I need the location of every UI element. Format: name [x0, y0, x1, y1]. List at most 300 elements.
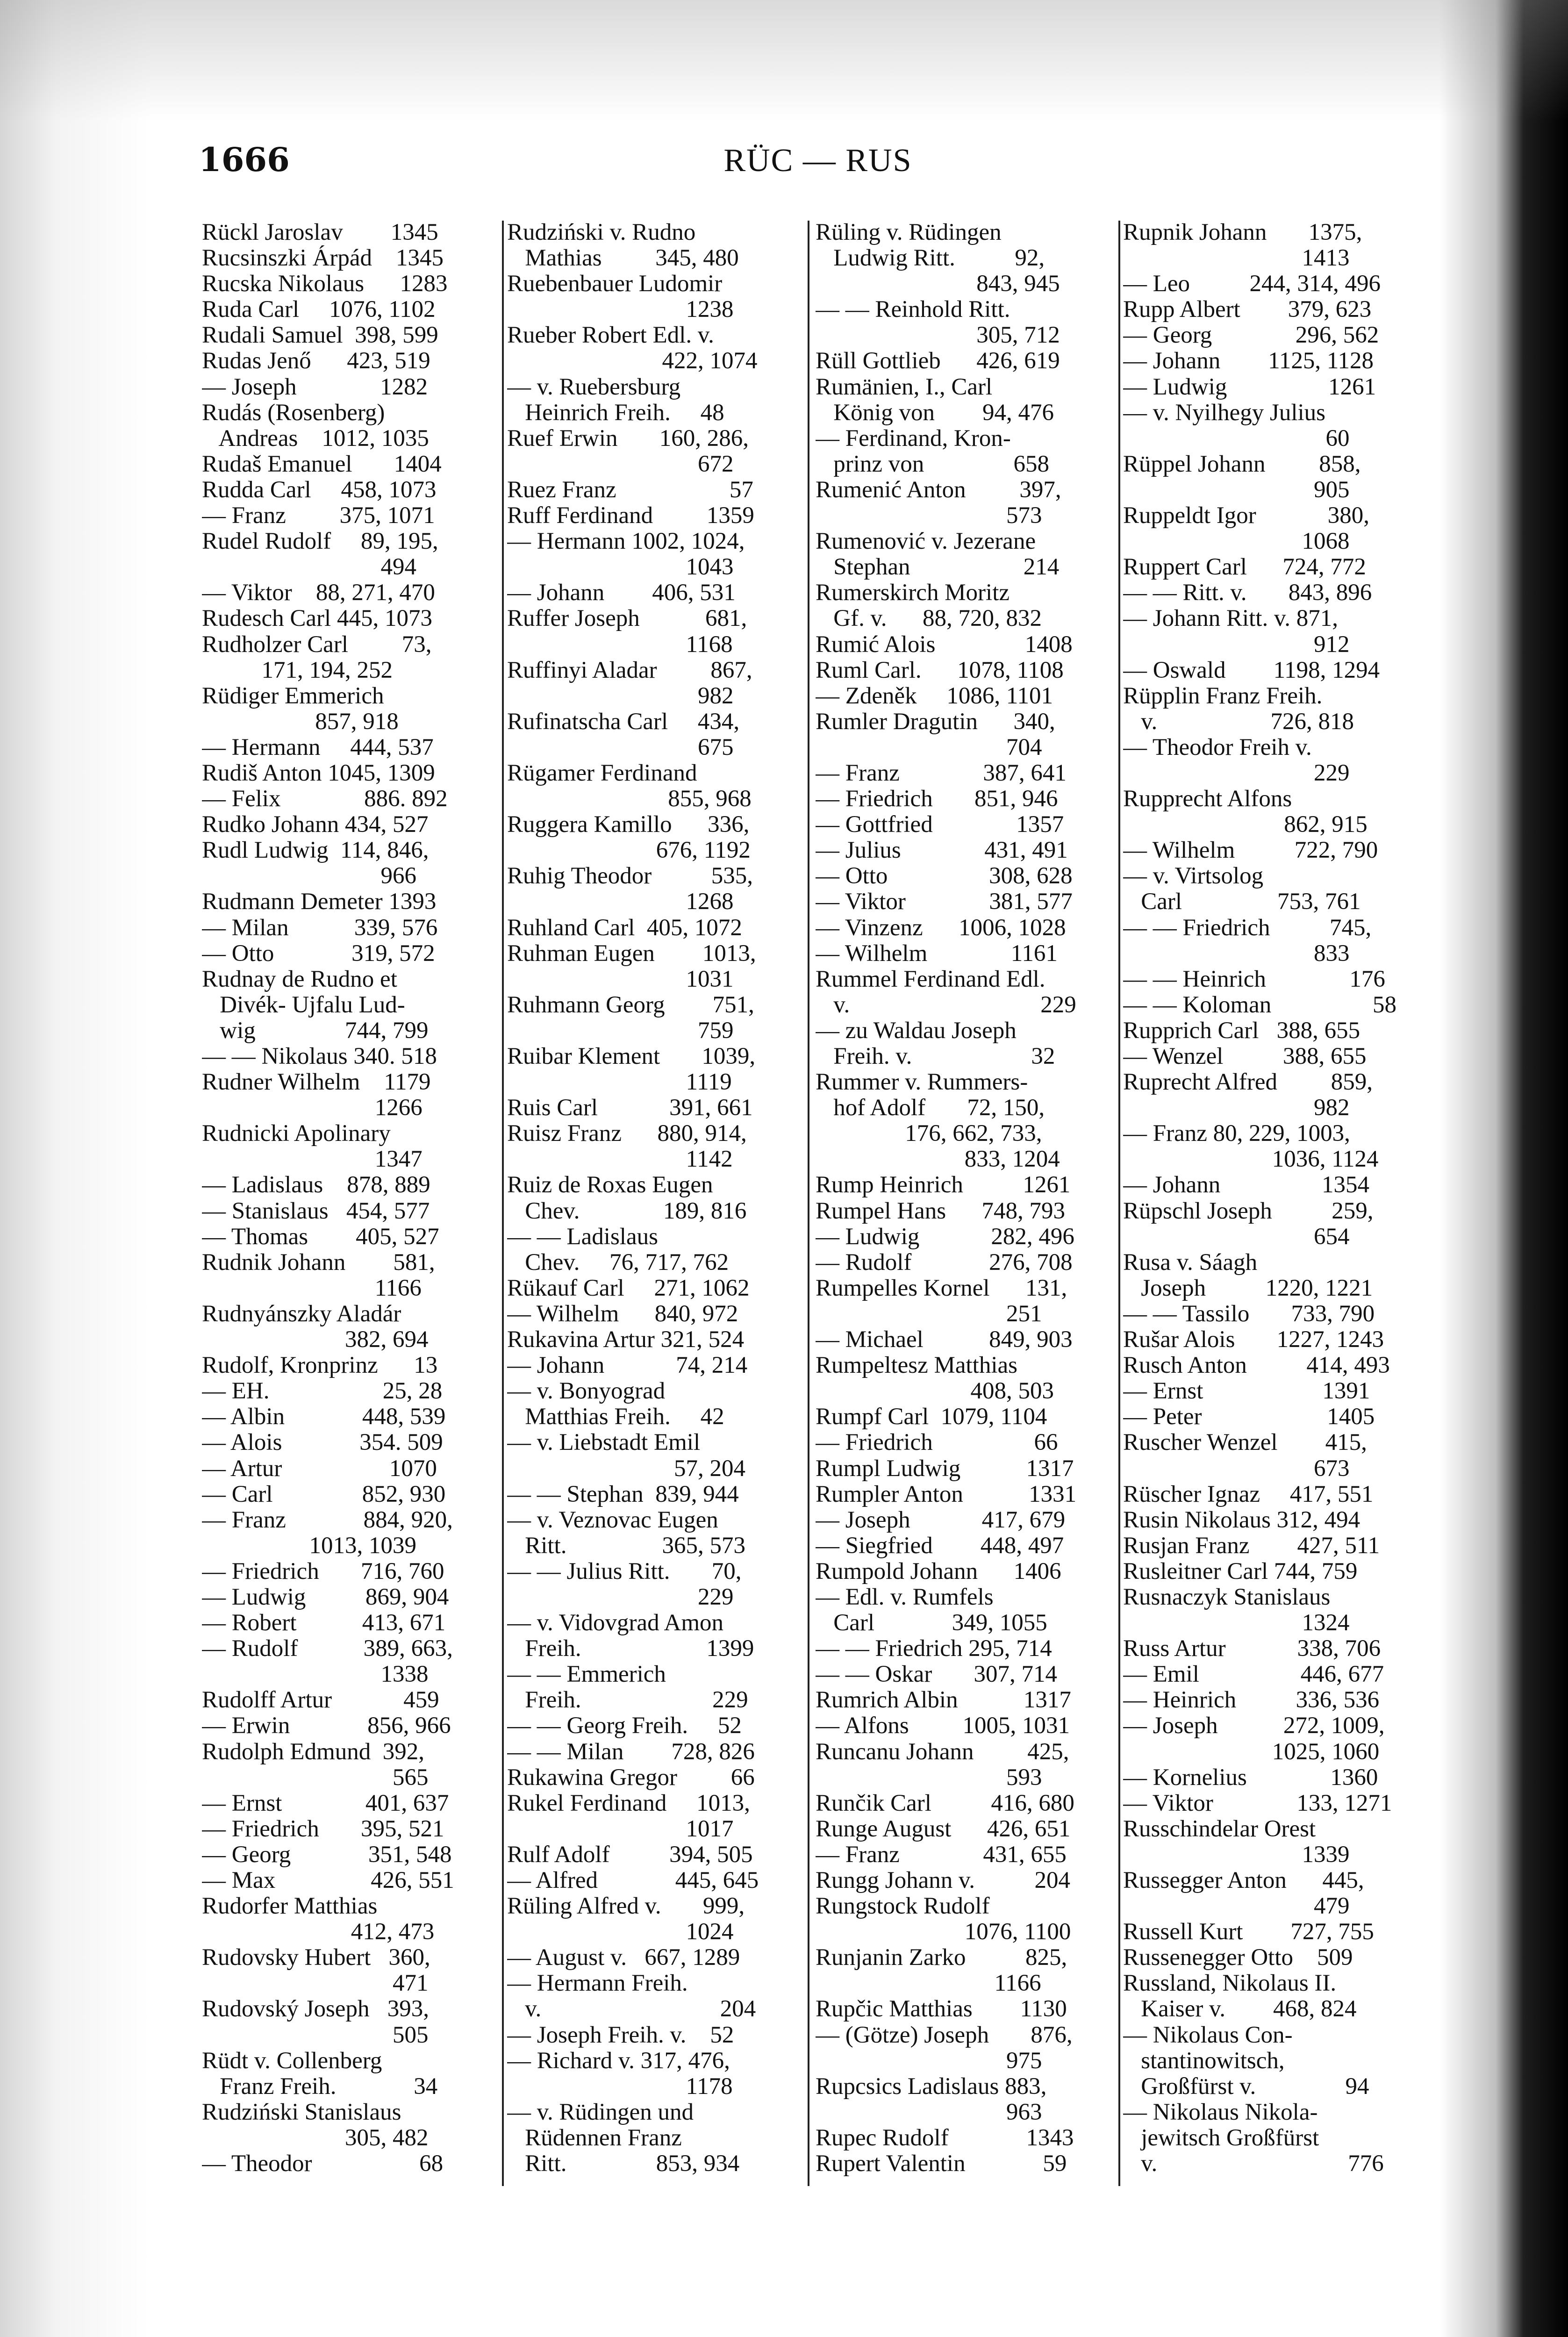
- index-entry-line: Rudás (Rosenberg): [202, 400, 385, 426]
- index-entry-line: — Friedrich 66: [816, 1430, 1058, 1456]
- index-entry-line: Freih. 229: [507, 1687, 748, 1713]
- index-entry-line: — Julius 431, 491: [816, 838, 1068, 864]
- index-entry-line: — — Friedrich 295, 714: [816, 1636, 1052, 1662]
- index-entry-line: — Alois 354. 509: [202, 1430, 443, 1456]
- index-entry-line: Rudnay de Rudno et: [202, 966, 397, 992]
- index-entry-line: 1266: [202, 1095, 422, 1121]
- index-entry-line: v. 726, 818: [1123, 709, 1354, 735]
- index-entry-line: 422, 1074: [507, 348, 758, 374]
- index-entry-line: — (Götze) Joseph 876,: [816, 2022, 1073, 2048]
- index-entry-line: — EH. 25, 28: [202, 1378, 443, 1405]
- index-entry-line: v. 776: [1123, 2151, 1384, 2177]
- index-entry-line: — Kornelius 1360: [1123, 1764, 1378, 1791]
- index-entry-line: Russchindelar Orest: [1123, 1816, 1316, 1842]
- index-entry-line: Ruprecht Alfred 859,: [1123, 1069, 1373, 1096]
- index-entry-line: v. 204: [507, 1996, 756, 2022]
- index-entry-line: Rumpler Anton 1331: [816, 1481, 1077, 1507]
- index-entry-line: Rudda Carl 458, 1073: [202, 477, 437, 503]
- running-header: RÜC — RUS: [723, 143, 912, 179]
- index-entry-line: Rumpeltesz Matthias: [816, 1353, 1018, 1379]
- index-entry-line: — v. Vidovgrad Amon: [507, 1610, 724, 1636]
- index-entry-line: Ruhman Eugen 1013,: [507, 940, 756, 967]
- index-entry-line: 1043: [507, 554, 734, 581]
- index-entry-line: Carl 349, 1055: [816, 1610, 1047, 1636]
- index-entry-line: Rüdt v. Collenberg: [202, 2048, 382, 2074]
- index-entry-line: 479: [1123, 1893, 1350, 1920]
- index-entry-line: Gf. v. 88, 720, 832: [816, 606, 1042, 632]
- index-entry-line: Russell Kurt 727, 755: [1123, 1919, 1374, 1945]
- index-entry-line: 573: [816, 503, 1042, 529]
- index-entry-line: 654: [1123, 1224, 1350, 1250]
- index-entry-line: — Friedrich 851, 946: [816, 786, 1058, 812]
- index-entry-line: — Wilhelm 1161: [816, 940, 1058, 967]
- index-entry-line: Runčik Carl 416, 680: [816, 1790, 1074, 1816]
- index-entry-line: Rükauf Carl 271, 1062: [507, 1275, 750, 1301]
- index-entry-line: Rukel Ferdinand 1013,: [507, 1790, 750, 1816]
- index-entry-line: Rüll Gottlieb 426, 619: [816, 348, 1060, 374]
- index-entry-line: — Siegfried 448, 497: [816, 1533, 1064, 1559]
- index-entry-line: 305, 482: [202, 2125, 429, 2151]
- index-entry-line: 982: [507, 683, 734, 709]
- index-entry-line: Rungg Johann v. 204: [816, 1868, 1070, 1893]
- index-entry-line: Rupec Rudolf 1343: [816, 2125, 1074, 2151]
- index-entry-line: Chev. 76, 717, 762: [507, 1249, 729, 1276]
- index-entry-line: 1076, 1100: [816, 1919, 1071, 1945]
- index-entry-line: — Heinrich 336, 536: [1123, 1687, 1380, 1713]
- index-entry-line: Ruscher Wenzel 415,: [1123, 1430, 1367, 1456]
- index-entry-line: Rumerskirch Moritz: [816, 580, 1010, 606]
- index-entry-line: Rukavina Artur 321, 524: [507, 1327, 745, 1353]
- index-entry-line: — Peter 1405: [1123, 1404, 1375, 1430]
- index-entry-line: Rügamer Ferdinand: [507, 760, 697, 786]
- index-entry-line: Rüdennen Franz: [507, 2125, 682, 2151]
- index-entry-line: Russland, Nikolaus II.: [1123, 1971, 1337, 1997]
- index-entry-line: — — Reinhold Ritt.: [816, 297, 1010, 323]
- index-entry-line: 966: [202, 863, 416, 889]
- index-entry-line: Ritt. 365, 573: [507, 1533, 746, 1559]
- index-entry-line: — Viktor 88, 271, 470: [202, 580, 435, 606]
- index-entry-line: 1347: [202, 1147, 422, 1173]
- index-entry-line: — Emil 446, 677: [1123, 1662, 1384, 1688]
- index-entry-line: Rudner Wilhelm 1179: [202, 1069, 431, 1096]
- index-entry-line: — v. Ruebersburg: [507, 374, 681, 400]
- index-entry-line: Rungstock Rudolf: [816, 1893, 990, 1920]
- index-entry-line: 171, 194, 252: [202, 657, 393, 683]
- index-entry-line: — — Oskar 307, 714: [816, 1662, 1058, 1688]
- index-entry-line: — — Georg Freih. 52: [507, 1713, 742, 1739]
- index-entry-line: Rupert Valentin 59: [816, 2151, 1067, 2177]
- index-entry-line: — Joseph 417, 679: [816, 1507, 1066, 1533]
- index-entry-line: Mathias 345, 480: [507, 245, 739, 272]
- index-entry-line: Rudolf, Kronprinz 13: [202, 1353, 438, 1379]
- index-entry-line: Rusjan Franz 427, 511: [1123, 1533, 1380, 1559]
- index-entry-line: Runcanu Johann 425,: [816, 1739, 1069, 1765]
- index-entry-line: — Franz 387, 641: [816, 760, 1067, 786]
- index-entry-line: Rudovsky Hubert 360,: [202, 1945, 430, 1971]
- index-entry-line: — Nikolaus Nikola-: [1123, 2099, 1318, 2125]
- index-entry-line: Runjanin Zarko 825,: [816, 1945, 1067, 1971]
- index-entry-line: Ruhland Carl 405, 1072: [507, 915, 742, 941]
- index-entry-line: — Ernst 1391: [1123, 1378, 1370, 1405]
- index-entry-line: Divék- Ujfalu Lud-: [202, 992, 405, 1018]
- index-entry-line: — — Friedrich 745,: [1123, 915, 1372, 941]
- index-entry-line: Ritt. 853, 934: [507, 2151, 740, 2177]
- index-entry-line: 672: [507, 451, 734, 477]
- index-entry-line: 505: [202, 2022, 429, 2048]
- index-entry-line: — Oswald 1198, 1294: [1123, 657, 1380, 683]
- index-entry-line: Matthias Freih. 42: [507, 1404, 724, 1430]
- index-entry-line: — Ferdinand, Kron-: [816, 425, 1011, 452]
- index-entry-line: Rumenović v. Jezerane: [816, 529, 1036, 555]
- index-entry-line: Runge August 426, 651: [816, 1816, 1071, 1842]
- index-entry-line: — Joseph 272, 1009,: [1123, 1713, 1385, 1739]
- index-entry-line: 759: [507, 1018, 734, 1044]
- column-divider: [808, 221, 809, 2186]
- index-entry-line: Franz Freih. 34: [202, 2073, 438, 2100]
- index-entry-line: Rudl Ludwig 114, 846,: [202, 838, 429, 864]
- index-entry-line: Rudnicki Apolinary: [202, 1121, 391, 1147]
- index-entry-line: Russegger Anton 445,: [1123, 1868, 1364, 1893]
- index-entry-line: — Ernst 401, 637: [202, 1790, 449, 1816]
- index-entry-line: Ludwig Ritt. 92,: [816, 245, 1045, 272]
- index-entry-line: — v. Nyilhegy Julius: [1123, 400, 1326, 426]
- index-entry-line: Rudel Rudolf 89, 195,: [202, 529, 438, 555]
- index-entry-line: — Nikolaus Con-: [1123, 2022, 1293, 2048]
- index-entry-line: Rudziński v. Rudno: [507, 220, 696, 245]
- index-entry-line: Ruml Carl. 1078, 1108: [816, 657, 1064, 683]
- index-entry-line: Ruggera Kamillo 336,: [507, 812, 750, 838]
- index-entry-line: — Johann 1354: [1123, 1172, 1369, 1198]
- index-entry-line: Rulf Adolf 394, 505: [507, 1842, 753, 1868]
- index-entry-line: Rupp Albert 379, 623: [1123, 297, 1372, 323]
- index-entry-line: 675: [507, 734, 734, 760]
- index-entry-line: — Joseph Freih. v. 52: [507, 2022, 734, 2048]
- index-entry-line: 1031: [507, 966, 734, 992]
- index-entry-line: — Viktor 381, 577: [816, 889, 1073, 915]
- index-entry-line: — — Stephan 839, 944: [507, 1481, 739, 1507]
- index-entry-line: Joseph 1220, 1221: [1123, 1275, 1373, 1301]
- index-entry-line: 1178: [507, 2073, 733, 2100]
- index-entry-line: 1036, 1124: [1123, 1147, 1379, 1173]
- index-entry-line: — Viktor 133, 1271: [1123, 1790, 1392, 1816]
- index-entry-line: — Johann 406, 531: [507, 580, 736, 606]
- index-entry-line: Russenegger Otto 509: [1123, 1945, 1353, 1971]
- index-entry-line: — Johann 1125, 1128: [1123, 348, 1374, 374]
- index-entry-line: Rumpold Johann 1406: [816, 1558, 1061, 1584]
- index-column-4: [1123, 220, 1422, 2177]
- index-entry-line: 1339: [1123, 1842, 1350, 1868]
- index-entry-line: 1017: [507, 1816, 734, 1842]
- index-entry-line: — August v. 667, 1289: [507, 1945, 740, 1971]
- index-entry-line: Rupprich Carl 388, 655: [1123, 1018, 1360, 1044]
- index-entry-line: 1413: [1123, 245, 1350, 272]
- index-entry-line: — v. Liebstadt Emil: [507, 1430, 701, 1456]
- index-entry-line: 862, 915: [1123, 812, 1368, 838]
- index-entry-line: — Leo 244, 314, 496: [1123, 271, 1381, 297]
- index-entry-line: — Ludwig 282, 496: [816, 1224, 1074, 1250]
- index-entry-line: 905: [1123, 477, 1350, 503]
- index-entry-line: — Ladislaus 878, 889: [202, 1172, 430, 1198]
- index-entry-line: — Felix 886. 892: [202, 786, 448, 812]
- index-entry-line: Russ Artur 338, 706: [1123, 1636, 1381, 1662]
- index-entry-line: Rump Heinrich 1261: [816, 1172, 1071, 1198]
- index-entry-line: 251: [816, 1301, 1042, 1327]
- index-entry-line: Rumänien, I., Carl: [816, 374, 993, 400]
- index-entry-line: Ruibar Klement 1039,: [507, 1044, 756, 1069]
- index-entry-line: — Johann Ritt. v. 871,: [1123, 606, 1338, 632]
- index-entry-line: Ruiz de Roxas Eugen: [507, 1172, 713, 1198]
- index-entry-line: — Wilhelm 722, 790: [1123, 838, 1378, 864]
- index-entry-line: 1268: [507, 889, 734, 915]
- index-entry-line: prinz von 658: [816, 451, 1050, 477]
- column-divider: [502, 221, 504, 2186]
- index-entry-line: — Milan 339, 576: [202, 915, 438, 941]
- index-entry-line: — Franz 431, 655: [816, 1842, 1067, 1868]
- index-entry-line: 1166: [202, 1275, 422, 1301]
- index-entry-line: Rusa v. Sáagh: [1123, 1249, 1258, 1276]
- index-column-2: [507, 220, 806, 2177]
- index-entry-line: 565: [202, 1764, 429, 1791]
- index-entry-line: Rüpschl Joseph 259,: [1123, 1198, 1374, 1224]
- index-entry-line: 855, 968: [507, 786, 752, 812]
- index-entry-line: Rudolff Artur 459: [202, 1687, 439, 1713]
- index-entry-line: — Richard v. 317, 476,: [507, 2048, 730, 2074]
- index-entry-line: Rudas Jenő 423, 519: [202, 348, 430, 374]
- index-entry-line: Heinrich Freih. 48: [507, 400, 724, 426]
- index-entry-line: Rucska Nikolaus 1283: [202, 271, 448, 297]
- index-entry-line: Ruda Carl 1076, 1102: [202, 297, 436, 323]
- index-entry-line: hof Adolf 72, 150,: [816, 1095, 1045, 1121]
- index-entry-line: 1142: [507, 1147, 733, 1173]
- index-entry-line: jewitsch Großfürst: [1123, 2125, 1319, 2151]
- index-entry-line: 1013, 1039: [202, 1533, 416, 1559]
- index-entry-line: — Carl 852, 930: [202, 1481, 446, 1507]
- index-entry-line: Rumpl Ludwig 1317: [816, 1455, 1074, 1482]
- index-entry-line: 57, 204: [507, 1455, 745, 1482]
- index-entry-line: Kaiser v. 468, 824: [1123, 1996, 1357, 2022]
- index-entry-line: Freih. v. 32: [816, 1044, 1055, 1069]
- index-entry-line: 1068: [1123, 529, 1350, 555]
- index-entry-line: Rudholzer Carl 73,: [202, 631, 432, 658]
- index-entry-line: 471: [202, 1971, 429, 1997]
- index-entry-line: 408, 503: [816, 1378, 1054, 1405]
- index-entry-line: — — Heinrich 176: [1123, 966, 1385, 992]
- index-entry-line: — Max 426, 551: [202, 1868, 454, 1893]
- index-entry-line: Rudesch Carl 445, 1073: [202, 606, 432, 632]
- index-entry-line: — Vinzenz 1006, 1028: [816, 915, 1066, 941]
- index-entry-line: Andreas 1012, 1035: [202, 425, 429, 452]
- index-entry-line: Rüdiger Emmerich: [202, 683, 384, 709]
- index-entry-line: — — Julius Ritt. 70,: [507, 1558, 742, 1584]
- index-entry-line: Rusch Anton 414, 493: [1123, 1353, 1390, 1379]
- index-entry-line: Rupprecht Alfons: [1123, 786, 1292, 812]
- index-entry-line: 963: [816, 2099, 1042, 2125]
- index-entry-line: Ruppert Carl 724, 772: [1123, 554, 1366, 581]
- index-entry-line: Rudko Johann 434, 527: [202, 812, 429, 838]
- index-entry-line: Rufinatscha Carl 434,: [507, 709, 740, 735]
- index-entry-line: 857, 918: [202, 709, 399, 735]
- index-entry-line: 305, 712: [816, 323, 1060, 349]
- index-entry-line: — Michael 849, 903: [816, 1327, 1073, 1353]
- index-entry-line: Rupcsics Ladislaus 883,: [816, 2073, 1047, 2100]
- index-entry-line: Carl 753, 761: [1123, 889, 1361, 915]
- index-entry-line: — Erwin 856, 966: [202, 1713, 451, 1739]
- index-entry-line: 1166: [816, 1971, 1041, 1997]
- index-entry-line: — v. Virtsolog: [1123, 863, 1264, 889]
- index-entry-line: 912: [1123, 631, 1350, 658]
- index-entry-line: Rüling v. Rüdingen: [816, 220, 1002, 245]
- index-entry-line: Rudnyánszky Aladár: [202, 1301, 401, 1327]
- index-entry-line: — Theodor Freih v.: [1123, 734, 1312, 760]
- index-entry-line: Rusin Nikolaus 312, 494: [1123, 1507, 1360, 1533]
- index-entry-line: Ruffer Joseph 681,: [507, 606, 747, 632]
- index-entry-line: Ruppeldt Igor 380,: [1123, 503, 1369, 529]
- index-entry-line: Rumpel Hans 748, 793: [816, 1198, 1066, 1224]
- index-entry-line: v. 229: [816, 992, 1076, 1018]
- index-entry-line: Stephan 214: [816, 554, 1060, 581]
- index-entry-line: — Rudolf 276, 708: [816, 1249, 1073, 1276]
- index-entry-line: 676, 1192: [507, 838, 751, 864]
- index-entry-line: — v. Veznovac Eugen: [507, 1507, 718, 1533]
- index-entry-line: — v. Rüdingen und: [507, 2099, 694, 2125]
- index-entry-line: Rüppel Johann 858,: [1123, 451, 1361, 477]
- index-entry-line: — Zdeněk 1086, 1101: [816, 683, 1053, 709]
- index-entry-line: 704: [816, 734, 1042, 760]
- index-entry-line: — Hermann 1002, 1024,: [507, 529, 745, 555]
- index-entry-line: Rusnaczyk Stanislaus: [1123, 1584, 1331, 1610]
- index-entry-line: Rucsinszki Árpád 1345: [202, 245, 444, 272]
- index-entry-line: 229: [507, 1584, 734, 1610]
- index-entry-line: 1238: [507, 297, 734, 323]
- index-entry-line: Rukawina Gregor 66: [507, 1764, 755, 1791]
- index-entry-line: — Wilhelm 840, 972: [507, 1301, 738, 1327]
- index-entry-line: — — Emmerich: [507, 1662, 666, 1688]
- index-entry-line: Rusleitner Carl 744, 759: [1123, 1558, 1358, 1584]
- column-divider: [1118, 221, 1120, 2186]
- index-entry-line: 494: [202, 554, 416, 581]
- index-entry-line: — — Tassilo 733, 790: [1123, 1301, 1375, 1327]
- index-entry-line: — Robert 413, 671: [202, 1610, 446, 1636]
- index-column-3: [816, 220, 1115, 2177]
- index-entry-line: Ruisz Franz 880, 914,: [507, 1121, 747, 1147]
- index-entry-line: — Artur 1070: [202, 1455, 437, 1482]
- index-entry-line: — Otto 319, 572: [202, 940, 435, 967]
- index-entry-line: 1119: [507, 1069, 732, 1096]
- index-entry-line: — Edl. v. Rumfels: [816, 1584, 994, 1610]
- index-entry-line: — — Nikolaus 340. 518: [202, 1044, 437, 1069]
- index-entry-line: Rudmann Demeter 1393: [202, 889, 437, 915]
- index-entry-line: Ruffinyi Aladar 867,: [507, 657, 752, 683]
- index-entry-line: 1024: [507, 1919, 734, 1945]
- index-entry-line: — Alfred 445, 645: [507, 1868, 759, 1893]
- index-entry-line: Rudovský Joseph 393,: [202, 1996, 429, 2022]
- index-entry-line: Rudnik Johann 581,: [202, 1249, 435, 1276]
- index-entry-line: 60: [1123, 425, 1350, 452]
- index-entry-line: 975: [816, 2048, 1042, 2074]
- index-entry-line: — Ludwig 1261: [1123, 374, 1376, 400]
- index-entry-line: — — Ritt. v. 843, 896: [1123, 580, 1372, 606]
- index-entry-line: — Gottfried 1357: [816, 812, 1064, 838]
- index-entry-line: — Friedrich 395, 521: [202, 1816, 444, 1842]
- index-entry-line: 1338: [202, 1662, 429, 1688]
- index-entry-line: Ruis Carl 391, 661: [507, 1095, 753, 1121]
- index-entry-line: König von 94, 476: [816, 400, 1054, 426]
- index-entry-line: 1025, 1060: [1123, 1739, 1380, 1765]
- index-entry-line: Rudali Samuel 398, 599: [202, 323, 438, 349]
- index-entry-line: — Franz 884, 920,: [202, 1507, 453, 1533]
- index-entry-line: — Wenzel 388, 655: [1123, 1044, 1367, 1069]
- index-entry-line: Rupčic Matthias 1130: [816, 1996, 1067, 2022]
- index-entry-line: 593: [816, 1764, 1042, 1791]
- index-entry-line: Rudziński Stanislaus: [202, 2099, 401, 2125]
- index-entry-line: — Albin 448, 539: [202, 1404, 446, 1430]
- index-entry-line: 1324: [1123, 1610, 1350, 1636]
- index-entry-line: 833, 1204: [816, 1147, 1060, 1173]
- index-entry-line: Rüling Alfred v. 999,: [507, 1893, 745, 1920]
- index-entry-line: Rummel Ferdinand Edl.: [816, 966, 1045, 992]
- index-entry-line: Rupnik Johann 1375,: [1123, 220, 1362, 245]
- index-entry-line: Rummer v. Rummers-: [816, 1069, 1028, 1096]
- index-entry-line: 833: [1123, 940, 1350, 967]
- index-entry-line: Rückl Jaroslav 1345: [202, 220, 438, 245]
- index-entry-line: — Georg 351, 548: [202, 1842, 452, 1868]
- index-entry-line: 229: [1123, 760, 1350, 786]
- index-entry-line: Ruez Franz 57: [507, 477, 753, 503]
- index-entry-line: Rumpf Carl 1079, 1104: [816, 1404, 1047, 1430]
- index-entry-line: 1168: [507, 631, 733, 658]
- index-entry-line: Ruhig Theodor 535,: [507, 863, 753, 889]
- index-entry-line: — Thomas 405, 527: [202, 1224, 439, 1250]
- index-entry-line: Ruff Ferdinand 1359: [507, 503, 754, 529]
- index-entry-line: — Joseph 1282: [202, 374, 428, 400]
- index-entry-line: Rüpplin Franz Freih.: [1123, 683, 1323, 709]
- index-entry-line: — v. Bonyograd: [507, 1378, 666, 1405]
- index-entry-line: Rüscher Ignaz 417, 551: [1123, 1481, 1374, 1507]
- page-number: 1666: [199, 140, 290, 179]
- index-column-1: [202, 220, 501, 2177]
- index-entry-line: Rumenić Anton 397,: [816, 477, 1061, 503]
- index-entry-line: — Stanislaus 454, 577: [202, 1198, 430, 1224]
- index-entry-line: stantinowitsch,: [1123, 2048, 1285, 2074]
- index-entry-line: — Ludwig 869, 904: [202, 1584, 449, 1610]
- index-entry-line: — Georg 296, 562: [1123, 323, 1379, 349]
- index-entry-line: 843, 945: [816, 271, 1060, 297]
- index-entry-line: Großfürst v. 94: [1123, 2073, 1369, 2100]
- index-entry-line: — Hermann 444, 537: [202, 734, 434, 760]
- index-entry-line: Freih. 1399: [507, 1636, 754, 1662]
- index-entry-line: — zu Waldau Joseph: [816, 1018, 1017, 1044]
- index-entry-line: Rumrich Albin 1317: [816, 1687, 1071, 1713]
- index-entry-line: — Rudolf 389, 663,: [202, 1636, 453, 1662]
- index-entry-line: — Otto 308, 628: [816, 863, 1073, 889]
- index-entry-line: Rumpelles Kornel 131,: [816, 1275, 1067, 1301]
- index-entry-line: Ruef Erwin 160, 286,: [507, 425, 749, 452]
- index-entry-line: — Alfons 1005, 1031: [816, 1713, 1070, 1739]
- index-entry-line: Rudaš Emanuel 1404: [202, 451, 442, 477]
- index-entry-line: — — Ladislaus: [507, 1224, 658, 1250]
- index-entry-line: — Franz 375, 1071: [202, 503, 435, 529]
- index-entry-line: — Hermann Freih.: [507, 1971, 688, 1997]
- index-entry-line: 176, 662, 733,: [816, 1121, 1042, 1147]
- index-entry-line: Ruebenbauer Ludomir: [507, 271, 723, 297]
- page-top-shadow: [0, 0, 1568, 122]
- index-entry-line: Rudiš Anton 1045, 1309: [202, 760, 435, 786]
- index-entry-line: Rumler Dragutin 340,: [816, 709, 1055, 735]
- index-entry-line: Rudolph Edmund 392,: [202, 1739, 425, 1765]
- index-entry-line: — Friedrich 716, 760: [202, 1558, 444, 1584]
- index-entry-line: Chev. 189, 816: [507, 1198, 747, 1224]
- index-entry-line: — — Koloman 58: [1123, 992, 1397, 1018]
